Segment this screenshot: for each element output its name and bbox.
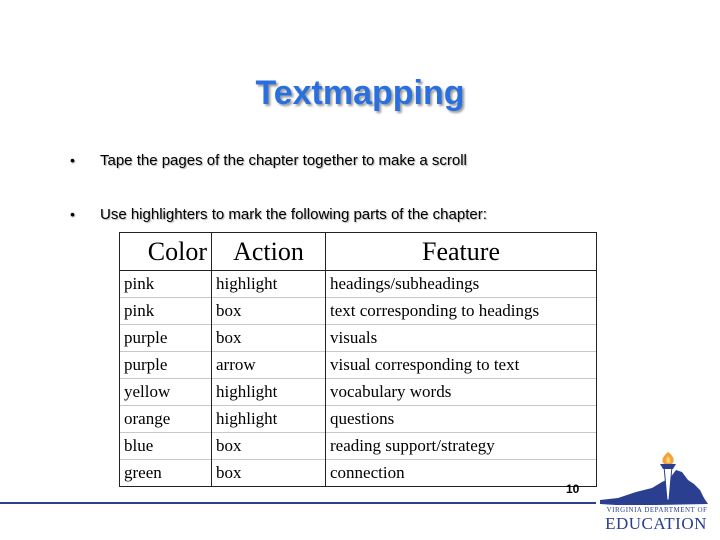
cell-action: box [212, 460, 326, 487]
cell-feature: visual corresponding to text [326, 352, 597, 379]
bullet-dot-icon: • [70, 206, 75, 222]
table-row [120, 325, 597, 352]
vdoe-logo [592, 448, 716, 536]
table-row [120, 460, 597, 487]
logo-org-line2: EDUCATION [605, 514, 707, 533]
table-row [120, 352, 597, 379]
table-header-row [120, 233, 597, 271]
logo-org-line1: VIRGINIA DEPARTMENT OF [606, 506, 708, 514]
column-header-color: Color [120, 233, 212, 271]
column-header-action: Action [212, 233, 326, 271]
bullet-text: Tape the pages of the chapter together to make a scroll [100, 152, 467, 169]
column-header-feature: Feature [326, 233, 597, 271]
cell-feature: questions [326, 406, 597, 433]
cell-color: pink [120, 271, 212, 298]
cell-color: purple [120, 325, 212, 352]
cell-action: highlight [212, 379, 326, 406]
cell-feature: visuals [326, 325, 597, 352]
table-row [120, 379, 597, 406]
cell-action: highlight [212, 271, 326, 298]
cell-feature: connection [326, 460, 597, 487]
cell-color: pink [120, 298, 212, 325]
table-row [120, 271, 597, 298]
bullet-dot-icon: • [70, 152, 75, 168]
cell-action: box [212, 298, 326, 325]
virginia-map-torch-icon [596, 452, 712, 508]
cell-action: box [212, 433, 326, 460]
textmapping-table [119, 232, 597, 487]
cell-color: blue [120, 433, 212, 460]
cell-feature: headings/subheadings [326, 271, 597, 298]
bullet-text: Use highlighters to mark the following parts of the chapter: [100, 206, 487, 223]
cell-action: box [212, 325, 326, 352]
cell-feature: text corresponding to headings [326, 298, 597, 325]
table-row [120, 433, 597, 460]
table-row [120, 298, 597, 325]
cell-action: arrow [212, 352, 326, 379]
footer-divider [0, 502, 596, 504]
cell-color: purple [120, 352, 212, 379]
slide-title: Textmapping [255, 74, 465, 112]
page-number: 10 [566, 482, 580, 496]
table-row [120, 406, 597, 433]
cell-action: highlight [212, 406, 326, 433]
cell-color: yellow [120, 379, 212, 406]
cell-color: green [120, 460, 212, 487]
cell-feature: vocabulary words [326, 379, 597, 406]
cell-feature: reading support/strategy [326, 433, 597, 460]
cell-color: orange [120, 406, 212, 433]
